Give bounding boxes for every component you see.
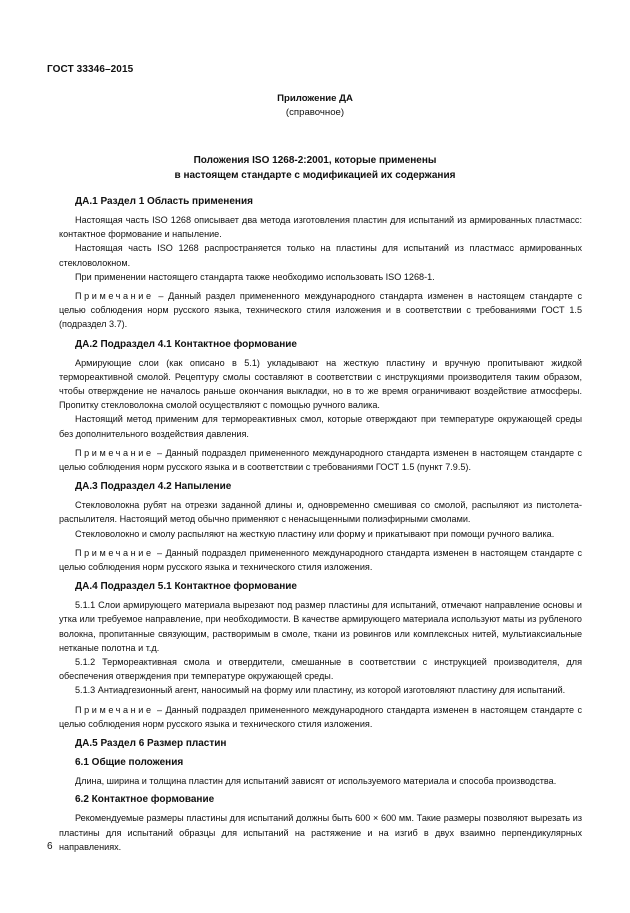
appendix-title: Приложение ДА (277, 93, 353, 104)
subsection-heading: 6.2 Контактное формование (75, 794, 215, 806)
paragraph: Настоящий метод применим для термореактивных смол, которые отверждают при температуре окружающей среды без дополнительного воздействия давления. (59, 414, 582, 439)
paragraph: Рекомендуемые размеры пластины для испытаний должны быть 600 × 600 мм. Такие размеры позволяют вырезать из пластины для испытаний образцы для испытаний на растяжение и на изгиб в двух взаимно перпендикулярных направлениях. (59, 813, 582, 852)
note (59, 703, 582, 731)
doc-title-line-1: Положения ISO 1268-2:2001, которые применены (193, 155, 437, 166)
note-text: – Данный подраздел примененного международного стандарта изменен в настоящем стандарте с целью соблюдения норм русского языка и технического стиля изложения. (59, 704, 582, 729)
note-label: Примечание (75, 547, 154, 558)
paragraph: 5.1.2 Термореактивная смола и отвердители, смешанные в соответствии с инструкцией производителя, для обеспечения отверждения при температуре окружающей среды. (59, 657, 582, 682)
note (59, 446, 582, 474)
document-body (59, 194, 582, 854)
section-heading: ДА.4 Подраздел 5.1 Контактное формование (75, 581, 297, 593)
paragraph: Стекловолокна рубят на отрезки заданной длины и, одновременно смешивая со смолой, распыляют из пистолета-распылителя. Настоящий метод обычно применяют с ненасыщенными полиэфирными смолами. (59, 500, 582, 525)
note-text: – Данный раздел примененного международного стандарта изменен в настоящем стандарте с целью соблюдения норм русского языка, технического стиля изложения и в соответствии с требованиями ГОСТ 1.5 (подраздел 3.7). (59, 291, 582, 330)
paragraph: Длина, ширина и толщина пластин для испытаний зависят от используемого материала и способа производства. (75, 776, 557, 787)
doc-title-line-2: в настоящем стандарте с модификацией их содержания (174, 170, 456, 181)
note-text: – Данный подраздел примененного международного стандарта изменен в настоящем стандарте с целью соблюдения норм русского языка и в соответствии с требованиями ГОСТ 1.5 (пункт 7.9.5). (59, 447, 582, 473)
note-label: Примечание (75, 291, 154, 302)
section-heading: ДА.1 Раздел 1 Область применения (75, 196, 253, 207)
paragraph: При применении настоящего стандарта также необходимо использовать ISO 1268-1. (75, 271, 435, 282)
paragraph: Настоящая часть ISO 1268 распространяется только на пластины для испытаний из пластмасс армированных стекловолокном. (59, 243, 582, 268)
note-text: – Данный подраздел примененного международного стандарта изменен в настоящем стандарте с целью соблюдения норм русского языка и технического стиля изложения. (59, 547, 582, 573)
section-heading: ДА.2 Подраздел 4.1 Контактное формование (75, 338, 297, 350)
section-heading: ДА.3 Подраздел 4.2 Напыление (75, 481, 232, 493)
appendix-subtitle: (справочное) (285, 107, 345, 118)
subsection-heading: 6.1 Общие положения (75, 757, 184, 769)
section-heading: ДА.5 Раздел 6 Размер пластин (75, 738, 227, 750)
paragraph: 5.1.1 Слои армирующего материала вырезают под размер пластины для испытаний, отмечают направление основы и утка или требуемое направление, при необходимости. В качестве армирующего материала используют маты из рубленого волокна, пропитанные связующим, растворимым в смоле, ткани из ровингов или комплексных нитей, мультиаксиальные нетканые полотна и т.д. (59, 600, 582, 653)
note-label: Примечание (75, 704, 154, 715)
note (59, 546, 582, 574)
note (59, 289, 582, 332)
paragraph: 5.1.3 Антиадгезионный агент, наносимый на форму или пластину, из которой изготовляют пластину для испытаний. (75, 685, 566, 696)
note-label: Примечание (75, 447, 154, 458)
standard-header: ГОСТ 33346–2015 (47, 64, 134, 75)
page-number: 6 (47, 841, 53, 852)
paragraph: Армирующие слои (как описано в 5.1) укладывают на жесткую пластину и вручную пропитывают жидкой термореактивной смолой. Рецептуру смолы составляют в соответствии с инструкциями производителя таким образом, чтобы отверждение не началось раньше окончания выкладки, но в то же время ограничивают воздействие атмосферы. Пропитку стекловолокна смолой осуществляют с помощью ручного валика. (59, 357, 582, 411)
paragraph: Стекловолокно и смолу распыляют на жесткую пластину или форму и прикатывают при помощи ручного валика. (75, 528, 555, 539)
paragraph: Настоящая часть ISO 1268 описывает два метода изготовления пластин для испытаний из армированных пластмасс: контактное формование и напыление. (59, 215, 582, 240)
